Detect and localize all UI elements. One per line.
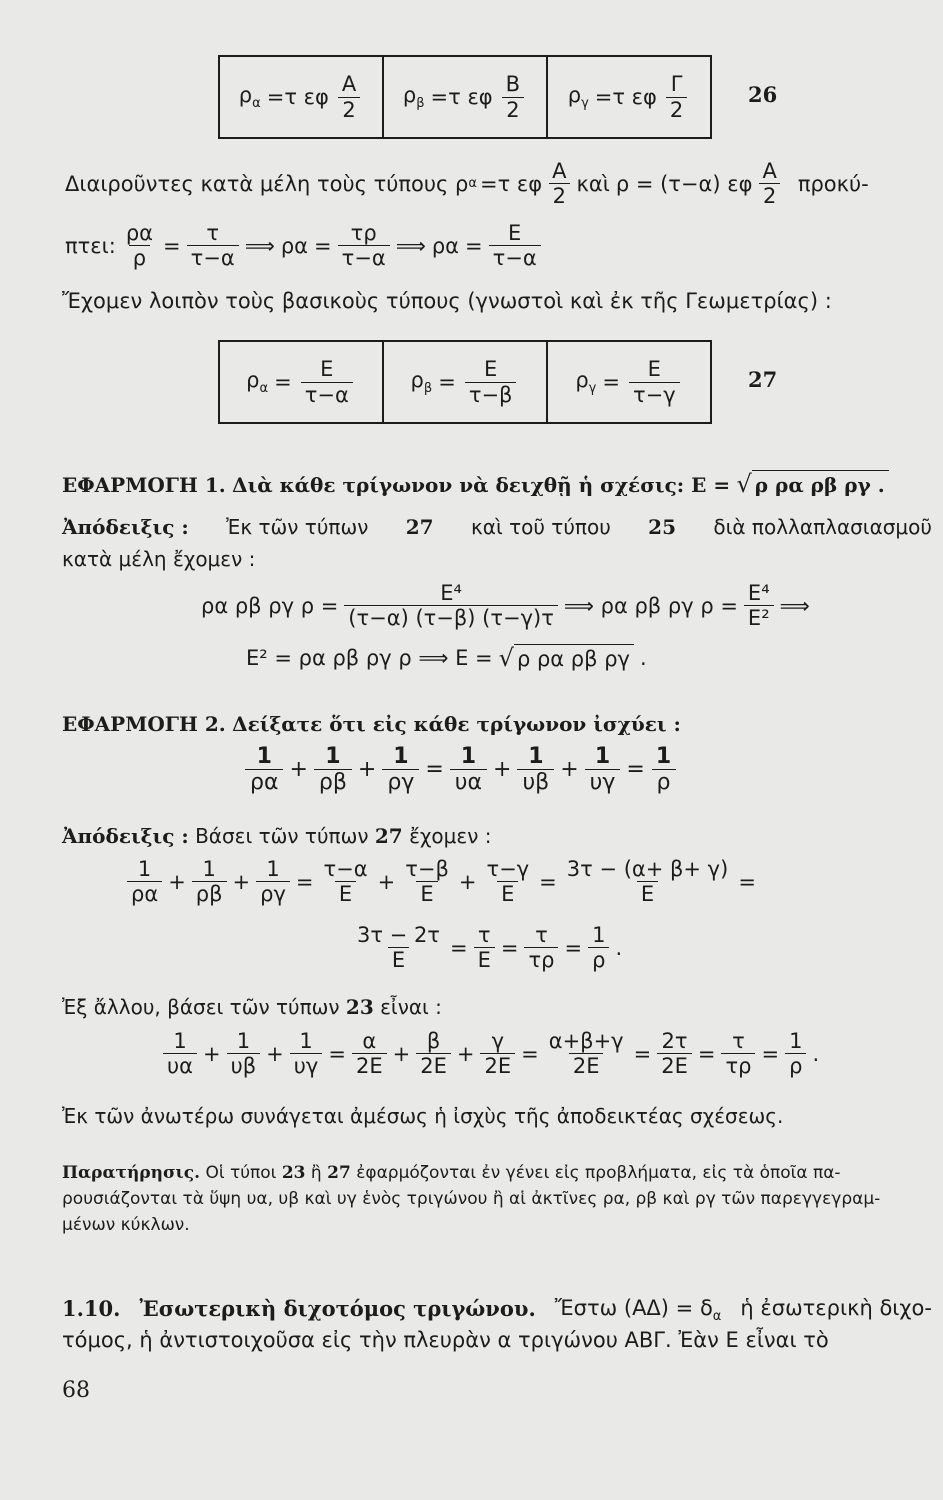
application-1-equation-row-2: Ε² = ρα ρβ ργ ρ ⟹ Ε = √ ρ ρα ρβ ργ . (246, 644, 647, 672)
equation-number-26: 26 (748, 82, 778, 107)
section-title: Ἐσωτερικὴ διχοτόμος τριγώνου. (139, 1296, 536, 1321)
page-number: 68 (62, 1378, 90, 1403)
application-2-conclusion: Ἐκ τῶν ἀνωτέρω συνάγεται ἀμέσως ἡ ἰσχὺς τῆς ἀποδεικτέας σχέσεως. (62, 1104, 784, 1128)
application-1-statement: ΕΦΑΡΜΟΓΗ 1. Διὰ κάθε τρίγωνον νὰ δειχθῇ ἡ σχέσις: Ε = √ ρ ρα ρβ ργ . (62, 470, 889, 498)
formula-cell-rho-b: $\rho_\beta$ =τ εφ $\frac{B}{2}$ (384, 57, 548, 137)
application-2-equation-row-1: $\frac{1}{\rho\alpha}$ + $\frac{1}{\rho\beta}$ + $\frac{1}{\rho\gamma}$ = $\frac{\tau-\alpha}{E}$ + $\frac{\tau-\beta}{E}$ + $\frac{\tau-\gamma}{E}$ = $\frac{3\tau - (\alpha+ \beta+ \gamma)}{E}$ = (124, 858, 759, 905)
section-1-10-line-2: τόμος, ἡ ἀντιστοιχοῦσα εἰς τὴν πλευρὰν α τριγώνου ΑΒΓ. Ἐὰν Ε εἶναι τὸ (62, 1328, 829, 1352)
application-2-other-line: Ἐξ ἄλλου, βάσει τῶν τύπων 23 εἶναι : (62, 995, 442, 1019)
formula-cell-rho-g: $\rho_\gamma$ =τ εφ $\frac{\Gamma}{2}$ (548, 57, 710, 137)
formula-cell-rho-b-27: $\rho_\beta$ = $\frac{E}{\tau-\beta}$ (384, 342, 548, 422)
application-2-identity: $\frac{1}{\rho\alpha}$ + $\frac{1}{\rho\beta}$ + $\frac{1}{\rho\gamma}$ = $\frac{1}{\upsilon\alpha}$ + $\frac{1}{\upsilon\beta}$ + $\frac{1}{\upsilon\gamma}$ = $\frac{1}{\rho}$ (242, 745, 679, 794)
application-2-heading: ΕΦΑΡΜΟΓΗ 2. (62, 712, 226, 736)
derivation-line-2: πτει: $\frac{\rho\alpha}{\rho}$ = $\frac{\tau}{\tau-\alpha}$ ⟹ ρα = $\frac{\tau\rho}{\tau-\alpha}$ ⟹ ρα = $\frac{E}{\tau-\alpha}$ (62, 222, 544, 269)
application-1-equation-row-1: ρα ρβ ργ ρ = $\frac{\text{Ε⁴}}{(\tau-\alpha) (\tau-\beta) (\tau-\gamma)\tau}$ ⟹ ρα ρβ ργ ρ = $\frac{\text{Ε⁴}}{\text{Ε²}}$ ⟹ (201, 581, 810, 631)
formula-cell-rho-a: $\rho_\alpha$ =τ εφ $\frac{A}{2}$ (220, 57, 384, 137)
application-2-equation-row-2: $\frac{3\tau - 2\tau}{E}$ = $\frac{\tau}{E}$ = $\frac{\tau}{\tau\rho}$ = $\frac{1}{\rho}$ . (357, 923, 623, 973)
remark-paragraph: Παρατήρησις. Οἱ τύποι 23 ἢ 27 ἐφαρμόζονται ἐν γένει εἰς προβλήματα, εἰς τὰ ὁποῖα πα- ρουσιάζονται τὰ ὕψη υα, υβ καὶ υγ ἑνὸς τριγώνου ἢ αἱ ἀκτῖνες ρα, ρβ καὶ ργ τῶν παρεγγεγραμ- μένων κύκλων. (62, 1163, 881, 1235)
section-1-10-line-1: 1.10. Ἐσωτερικὴ διχοτόμος τριγώνου. Ἔστω $(A\Delta) = \delta_\alpha$ ἡ ἐσωτερικὴ διχο- (62, 1296, 932, 1325)
section-number: 1.10. (62, 1296, 121, 1321)
formula-cell-rho-a-27: $\rho_\alpha$ = $\frac{E}{\tau-\alpha}$ (220, 342, 384, 422)
application-2-equation-row-3: $\frac{1}{\upsilon\alpha}$ + $\frac{1}{\upsilon\beta}$ + $\frac{1}{\upsilon\gamma}$ = $\frac{\alpha}{2E}$ + $\frac{\beta}{2E}$ + $\frac{\gamma}{2E}$ = $\frac{\alpha+\beta+\gamma}{2E}$ = $\frac{2\tau}{2E}$ = $\frac{\tau}{\tau\rho}$ = $\frac{1}{\rho}$ . (160, 1030, 822, 1077)
application-2-statement: ΕΦΑΡΜΟΓΗ 2. Δείξατε ὅτι εἰς κάθε τρίγωνον ἰσχύει : (62, 712, 681, 736)
application-1-heading: ΕΦΑΡΜΟΓΗ 1. (62, 473, 226, 497)
application-2-proof-line: Ἀπόδειξις : Βάσει τῶν τύπων 27 ἔχομεν : (62, 824, 492, 848)
formula-box-27 (218, 340, 712, 424)
equation-number-27: 27 (748, 367, 778, 392)
derivation-line-1: Διαιροῦντες κατὰ μέλη τοὺς τύπους ρ α =τ εφ $\frac{A}{2}$ καὶ ρ = (τ−α) εφ $\frac{A}{2}$ προκύ- (65, 159, 869, 209)
application-1-proof-line-2: κατὰ μέλη ἔχομεν : (62, 547, 256, 571)
formula-cell-rho-g-27: $\rho_\gamma$ = $\frac{E}{\tau-\gamma}$ (548, 342, 710, 422)
application-1-proof-line-1: Ἀπόδειξις : Ἐκ τῶν τύπων 27 καὶ τοῦ τύπου 25 διὰ πολλαπλασιασμοῦ (62, 515, 932, 539)
derivation-line-3: Ἔχομεν λοιπὸν τοὺς βασικοὺς τύπους (γνωστοὶ καὶ ἐκ τῆς Γεωμετρίας) : (62, 289, 832, 313)
formula-box-26 (218, 55, 712, 139)
